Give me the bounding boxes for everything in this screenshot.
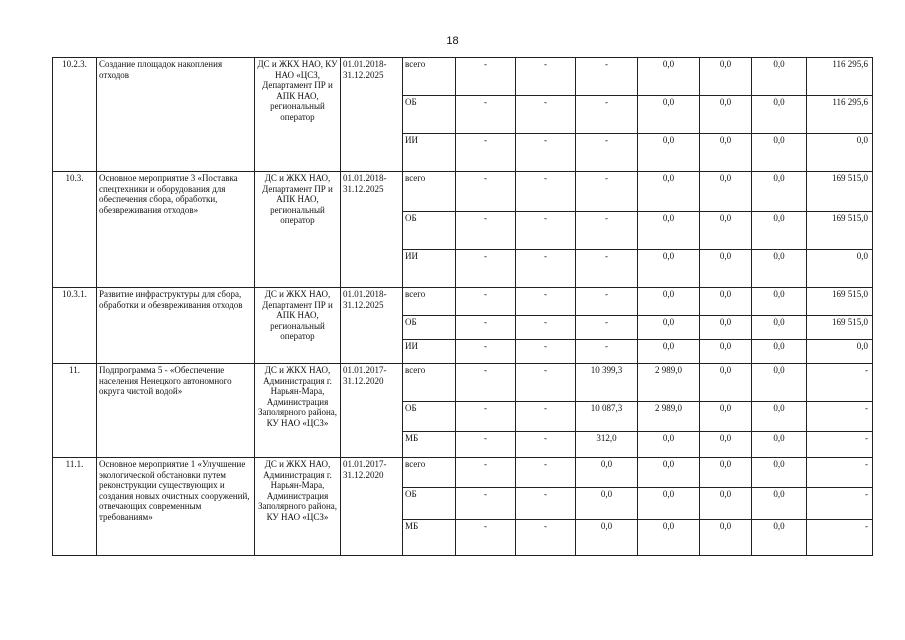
funding-source: МБ (403, 432, 456, 458)
value-cell: 2 989,0 (638, 364, 700, 402)
value-cell: 0,0 (700, 288, 752, 316)
value-cell: 0,0 (700, 432, 752, 458)
value-cell: - (456, 58, 516, 96)
value-cell: - (516, 458, 576, 488)
funding-source: МБ (403, 520, 456, 556)
row-executor: ДС и ЖКХ НАО, Департамент ПР и АПК НАО, региональный оператор (255, 288, 341, 364)
value-cell: - (576, 96, 638, 134)
funding-source: ОБ (403, 402, 456, 432)
value-cell: 0,0 (638, 172, 700, 212)
row-period: 01.01.2017-31.12.2020 (341, 458, 403, 556)
value-cell: 0,0 (752, 250, 807, 288)
value-cell: 0,0 (807, 340, 873, 364)
value-cell: - (576, 250, 638, 288)
value-cell: - (576, 172, 638, 212)
funding-source: всего (403, 58, 456, 96)
value-cell: 0,0 (700, 458, 752, 488)
value-cell: 0,0 (752, 458, 807, 488)
value-cell: 0,0 (752, 172, 807, 212)
value-cell: - (516, 58, 576, 96)
value-cell: 0,0 (638, 340, 700, 364)
program-table (52, 57, 873, 556)
table-row (53, 172, 873, 212)
table-row (53, 458, 873, 488)
value-cell: - (456, 340, 516, 364)
value-cell: 0,0 (700, 172, 752, 212)
value-cell: - (456, 402, 516, 432)
funding-source: ОБ (403, 488, 456, 520)
row-name: Основное мероприятие 3 «Поставка спецтехники и оборудования для обеспечения сбора, обработки, обезвреживания отходов» (97, 172, 255, 288)
value-cell: 312,0 (576, 432, 638, 458)
table-row (53, 288, 873, 316)
row-number: 11. (53, 364, 97, 458)
value-cell: - (456, 134, 516, 172)
row-name: Подпрограмма 5 - «Обеспечение населения Ненецкого автономного округа чистой водой» (97, 364, 255, 458)
funding-source: всего (403, 172, 456, 212)
value-cell: - (576, 316, 638, 340)
value-cell: - (456, 364, 516, 402)
value-cell: - (456, 96, 516, 134)
value-cell: - (576, 340, 638, 364)
funding-source: ОБ (403, 96, 456, 134)
value-cell: 0,0 (752, 364, 807, 402)
value-cell: 0,0 (700, 134, 752, 172)
row-executor: ДС и ЖКХ НАО, Администрация г. Нарьян-Мара, Администрация Заполярного района, КУ НАО «ЦСЗ» (255, 364, 341, 458)
row-executor: ДС и ЖКХ НАО, Администрация г. Нарьян-Мара, Администрация Заполярного района, КУ НАО «ЦСЗ» (255, 458, 341, 556)
value-cell: 0,0 (752, 96, 807, 134)
value-cell: - (576, 58, 638, 96)
value-cell: 0,0 (700, 316, 752, 340)
value-cell: 0,0 (638, 316, 700, 340)
value-cell: - (456, 250, 516, 288)
value-cell: 116 295,6 (807, 96, 873, 134)
page-number: 18 (446, 35, 459, 47)
value-cell: 0,0 (752, 58, 807, 96)
value-cell: - (456, 520, 516, 556)
row-name: Развитие инфраструктуры для сбора, обработки и обезвреживания отходов (97, 288, 255, 364)
value-cell: - (807, 488, 873, 520)
value-cell: 0,0 (638, 458, 700, 488)
value-cell: 0,0 (700, 58, 752, 96)
value-cell: - (516, 134, 576, 172)
funding-source: ИИ (403, 134, 456, 172)
value-cell: - (576, 288, 638, 316)
value-cell: - (516, 172, 576, 212)
value-cell: - (456, 432, 516, 458)
value-cell: 0,0 (638, 134, 700, 172)
value-cell: 0,0 (638, 432, 700, 458)
value-cell: - (516, 316, 576, 340)
value-cell: - (456, 288, 516, 316)
value-cell: 0,0 (752, 402, 807, 432)
table-row (53, 58, 873, 96)
value-cell: 0,0 (807, 250, 873, 288)
value-cell: 0,0 (638, 488, 700, 520)
value-cell: - (456, 488, 516, 520)
value-cell: 0,0 (576, 488, 638, 520)
value-cell: 0,0 (638, 212, 700, 250)
row-number: 10.3.1. (53, 288, 97, 364)
value-cell: 0,0 (700, 402, 752, 432)
funding-source: ОБ (403, 316, 456, 340)
value-cell: - (456, 212, 516, 250)
value-cell: - (456, 172, 516, 212)
funding-source: ИИ (403, 340, 456, 364)
funding-source: ИИ (403, 250, 456, 288)
value-cell: 169 515,0 (807, 288, 873, 316)
row-number: 10.3. (53, 172, 97, 288)
value-cell: - (516, 212, 576, 250)
value-cell: - (807, 432, 873, 458)
value-cell: 0,0 (700, 340, 752, 364)
value-cell: 169 515,0 (807, 316, 873, 340)
value-cell: - (576, 134, 638, 172)
row-executor: ДС и ЖКХ НАО, КУ НАО «ЦСЗ, Департамент ПР и АПК НАО, региональный оператор (255, 58, 341, 172)
value-cell: 0,0 (576, 458, 638, 488)
row-period: 01.01.2018-31.12.2025 (341, 172, 403, 288)
value-cell: 0,0 (638, 96, 700, 134)
value-cell: 0,0 (752, 520, 807, 556)
value-cell: 0,0 (638, 288, 700, 316)
row-executor: ДС и ЖКХ НАО, Департамент ПР и АПК НАО, региональный оператор (255, 172, 341, 288)
row-number: 10.2.3. (53, 58, 97, 172)
value-cell: - (576, 212, 638, 250)
value-cell: - (516, 96, 576, 134)
row-name: Создание площадок накопления отходов (97, 58, 255, 172)
value-cell: - (516, 340, 576, 364)
value-cell: - (516, 402, 576, 432)
funding-source: всего (403, 288, 456, 316)
value-cell: 0,0 (576, 520, 638, 556)
value-cell: - (456, 316, 516, 340)
value-cell: - (516, 250, 576, 288)
value-cell: 0,0 (752, 316, 807, 340)
value-cell: 0,0 (752, 488, 807, 520)
value-cell: 0,0 (700, 96, 752, 134)
value-cell: 0,0 (700, 364, 752, 402)
row-period: 01.01.2017-31.12.2020 (341, 364, 403, 458)
value-cell: 0,0 (700, 520, 752, 556)
value-cell: 0,0 (700, 250, 752, 288)
value-cell: 0,0 (752, 432, 807, 458)
value-cell: 0,0 (752, 288, 807, 316)
value-cell: - (456, 458, 516, 488)
value-cell: - (516, 364, 576, 402)
value-cell: - (807, 520, 873, 556)
value-cell: 0,0 (752, 212, 807, 250)
value-cell: 0,0 (638, 250, 700, 288)
value-cell: 2 989,0 (638, 402, 700, 432)
value-cell: 10 087,3 (576, 402, 638, 432)
funding-source: ОБ (403, 212, 456, 250)
value-cell: - (807, 458, 873, 488)
table-row (53, 364, 873, 402)
value-cell: 0,0 (700, 212, 752, 250)
value-cell: 0,0 (752, 134, 807, 172)
funding-source: всего (403, 458, 456, 488)
value-cell: 0,0 (638, 58, 700, 96)
table-body (53, 58, 873, 556)
value-cell: 0,0 (700, 488, 752, 520)
value-cell: 0,0 (638, 520, 700, 556)
value-cell: - (516, 288, 576, 316)
value-cell: 10 399,3 (576, 364, 638, 402)
value-cell: 0,0 (752, 340, 807, 364)
value-cell: 169 515,0 (807, 172, 873, 212)
funding-source: всего (403, 364, 456, 402)
value-cell: - (807, 402, 873, 432)
value-cell: - (516, 520, 576, 556)
value-cell: 116 295,6 (807, 58, 873, 96)
row-period: 01.01.2018-31.12.2025 (341, 288, 403, 364)
row-number: 11.1. (53, 458, 97, 556)
row-period: 01.01.2018-31.12.2025 (341, 58, 403, 172)
row-name: Основное мероприятие 1 «Улучшение экологической обстановки путем реконструкции существующих и создания новых очистных сооружений, отвечающих современным требованиям» (97, 458, 255, 556)
value-cell: 0,0 (807, 134, 873, 172)
value-cell: - (516, 488, 576, 520)
value-cell: 169 515,0 (807, 212, 873, 250)
value-cell: - (807, 364, 873, 402)
value-cell: - (516, 432, 576, 458)
